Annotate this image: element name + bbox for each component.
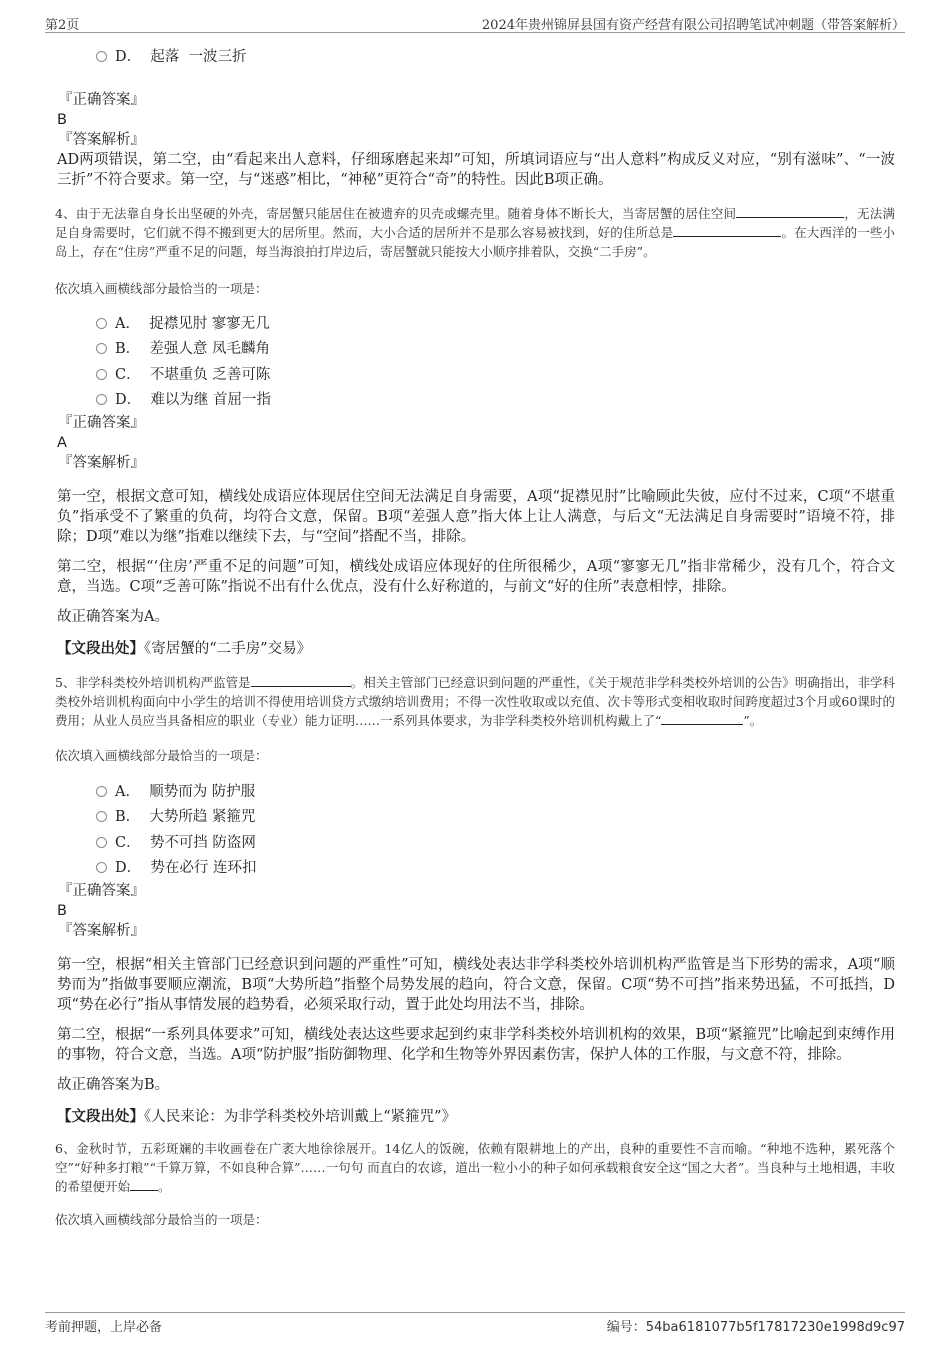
q4-prompt: 依次填入画横线部分最恰当的一项是：: [55, 280, 268, 296]
blank-line: [661, 712, 743, 725]
q4-answer: A: [57, 434, 67, 451]
q6-prompt: 依次填入画横线部分最恰当的一项是：: [55, 1211, 268, 1227]
analysis-label: 『答案解析』: [58, 131, 145, 148]
blank-line: [736, 205, 844, 218]
q6-stem: 6、金秋时节，五彩斑斓的丰收画卷在广袤大地徐徐展开。14亿人的饭碗，依赖有限耕地上的产出，良种的重要性不言而喻。“种地不选种，累死落个空”“好种多打粮”“千算万算，不如良种合算”……一句句 而直白的农谚，道出一粒小小的种子如何承载粮食安全这“国之大者”。当良种与土地相遇，丰收的希望便开始 。: [55, 1140, 895, 1194]
q5-analysis-2: 第二空，根据“一系列具体要求”可知，横线处表达这些要求起到约束非学科类校外培训机构的效果，B项“紧箍咒”比喻起到束缚作用的事物，符合文意，当选。A项“防护服”指防御物理、化学和生物等外界因素伤害，保护人体的工作服，与文意不符，排除。: [57, 1026, 895, 1063]
q3-answer: B: [57, 111, 67, 128]
correct-answer-label: 『正确答案』: [58, 882, 145, 899]
q5-source: 【文段出处】《人民来论：为非学科类校外培训戴上“紧箍咒”》: [57, 1107, 457, 1125]
q4-analysis-3: 故正确答案为A。: [57, 608, 169, 625]
q5-option-b[interactable]: B． 大势所趋 紧箍咒: [55, 804, 895, 830]
radio-icon[interactable]: [96, 811, 107, 822]
document-body: [55, 44, 895, 1229]
correct-answer-label: 『正确答案』: [58, 91, 145, 108]
q4-analysis-1: 第一空，根据文意可知，横线处成语应体现居住空间无法满足自身需要，A项“捉襟见肘”比喻顾此失彼，应付不过来，C项“不堪重负”指承受不了繁重的负荷，均符合文意，保留。B项“差强人意”指大体上让人满意，与后文“无法满足自身需要时”语境不符，排除；D项“难以为继”指难以继续下去，与“空间”搭配不当，排除。: [57, 488, 895, 545]
analysis-label: 『答案解析』: [58, 454, 145, 471]
radio-icon[interactable]: [96, 837, 107, 848]
correct-answer-label: 『正确答案』: [58, 414, 145, 431]
q4-option-a[interactable]: A． 捉襟见肘 寥寥无几: [55, 311, 895, 337]
q4-source: 【文段出处】《寄居蟹的“二手房”交易》: [57, 639, 312, 657]
radio-icon[interactable]: [96, 318, 107, 329]
q3-option-d[interactable]: D． 起落 一波三折: [55, 44, 895, 70]
blank-line: [251, 674, 351, 687]
page-footer: [45, 1312, 905, 1335]
q3-analysis: AD两项错误，第二空，由“看起来出人意料，仔细琢磨起来却”可知，所填词语应与“出人意料”构成反义对应，“别有滋味”、“一波三折”不符合要求。第一空，与“迷惑”相比，“神秘”更符合“奇”的特性。因此B项正确。: [57, 151, 895, 188]
document-code: 编号：54ba6181077b5f17817230e1998d9c97: [606, 1320, 905, 1335]
q5-option-c[interactable]: C． 势不可挡 防盗网: [55, 830, 895, 856]
q4-option-d[interactable]: D． 难以为继 首屈一指: [55, 387, 895, 413]
page-header: [45, 12, 905, 33]
page-number: 第2页: [45, 18, 80, 33]
q4-option-b[interactable]: B． 差强人意 凤毛麟角: [55, 336, 895, 362]
radio-icon[interactable]: [96, 394, 107, 405]
radio-icon[interactable]: [96, 369, 107, 380]
q5-analysis-1: 第一空，根据“相关主管部门已经意识到问题的严重性”可知，横线处表达非学科类校外培训机构严监管是当下形势的需求，A项“顺势而为”指做事要顺应潮流，B项“大势所趋”指整个局势发展的趋向，符合文意，保留。C项“势不可挡”指来势迅猛，不可抵挡，D项“势在必行”指从事情发展的趋势看，必须采取行动，置于此处均用法不当，排除。: [57, 956, 895, 1013]
blank-line: [673, 224, 781, 237]
radio-icon[interactable]: [96, 51, 107, 62]
blank-line: [130, 1178, 158, 1191]
radio-icon[interactable]: [96, 862, 107, 873]
document-title: 2024年贵州锦屏县国有资产经营有限公司招聘笔试冲刺题（带答案解析）: [481, 18, 905, 33]
q5-answer: B: [57, 902, 67, 919]
q5-stem: 5、非学科类校外培训机构严监管是 。相关主管部门已经意识到问题的严重性，《关于规范非学科类校外培训的公告》明确指出，非学科类校外培训机构面向中小学生的培训不得使用培训贷方式缴纳培训费用；不得一次性收取或以充值、次卡等形式变相收取时间跨度超过3个月或60课时的费用；从业人员应当具备相应的职业（专业）能力证明……一系列具体要求，为非学科类校外培训机构戴上了“ ”。: [55, 674, 895, 728]
q5-option-a[interactable]: A． 顺势而为 防护服: [55, 779, 895, 805]
q5-prompt: 依次填入画横线部分最恰当的一项是：: [55, 747, 268, 763]
footer-slogan: 考前押题，上岸必备: [45, 1320, 163, 1335]
q5-option-d[interactable]: D． 势在必行 连环扣: [55, 855, 895, 881]
q4-analysis-2: 第二空，根据“‘住房’严重不足的问题”可知，横线处成语应体现好的住所很稀少，A项“寥寥无几”指非常稀少，没有几个，符合文意，当选。C项“乏善可陈”指说不出有什么优点，没有什么好称道的，与前文“好的住所”表意相悖，排除。: [57, 558, 895, 595]
q4-stem: 4、由于无法靠自身长出坚硬的外壳，寄居蟹只能居住在被遗弃的贝壳或螺壳里。随着身体不断长大，当寄居蟹的居住空间 ，无法满足自身需要时，它们就不得不搬到更大的居所里。然而，大小合适的居所并不是那么容易被找到，好的住所总是 。在大西洋的一些小岛上，存在“住房”严重不足的问题，每当海浪拍打岸边后，寄居蟹就只能按大小顺序排着队，交换“二手房”。: [55, 205, 895, 259]
analysis-label: 『答案解析』: [58, 922, 145, 939]
q4-option-c[interactable]: C． 不堪重负 乏善可陈: [55, 362, 895, 388]
q5-analysis-3: 故正确答案为B。: [57, 1076, 170, 1093]
radio-icon[interactable]: [96, 343, 107, 354]
radio-icon[interactable]: [96, 786, 107, 797]
